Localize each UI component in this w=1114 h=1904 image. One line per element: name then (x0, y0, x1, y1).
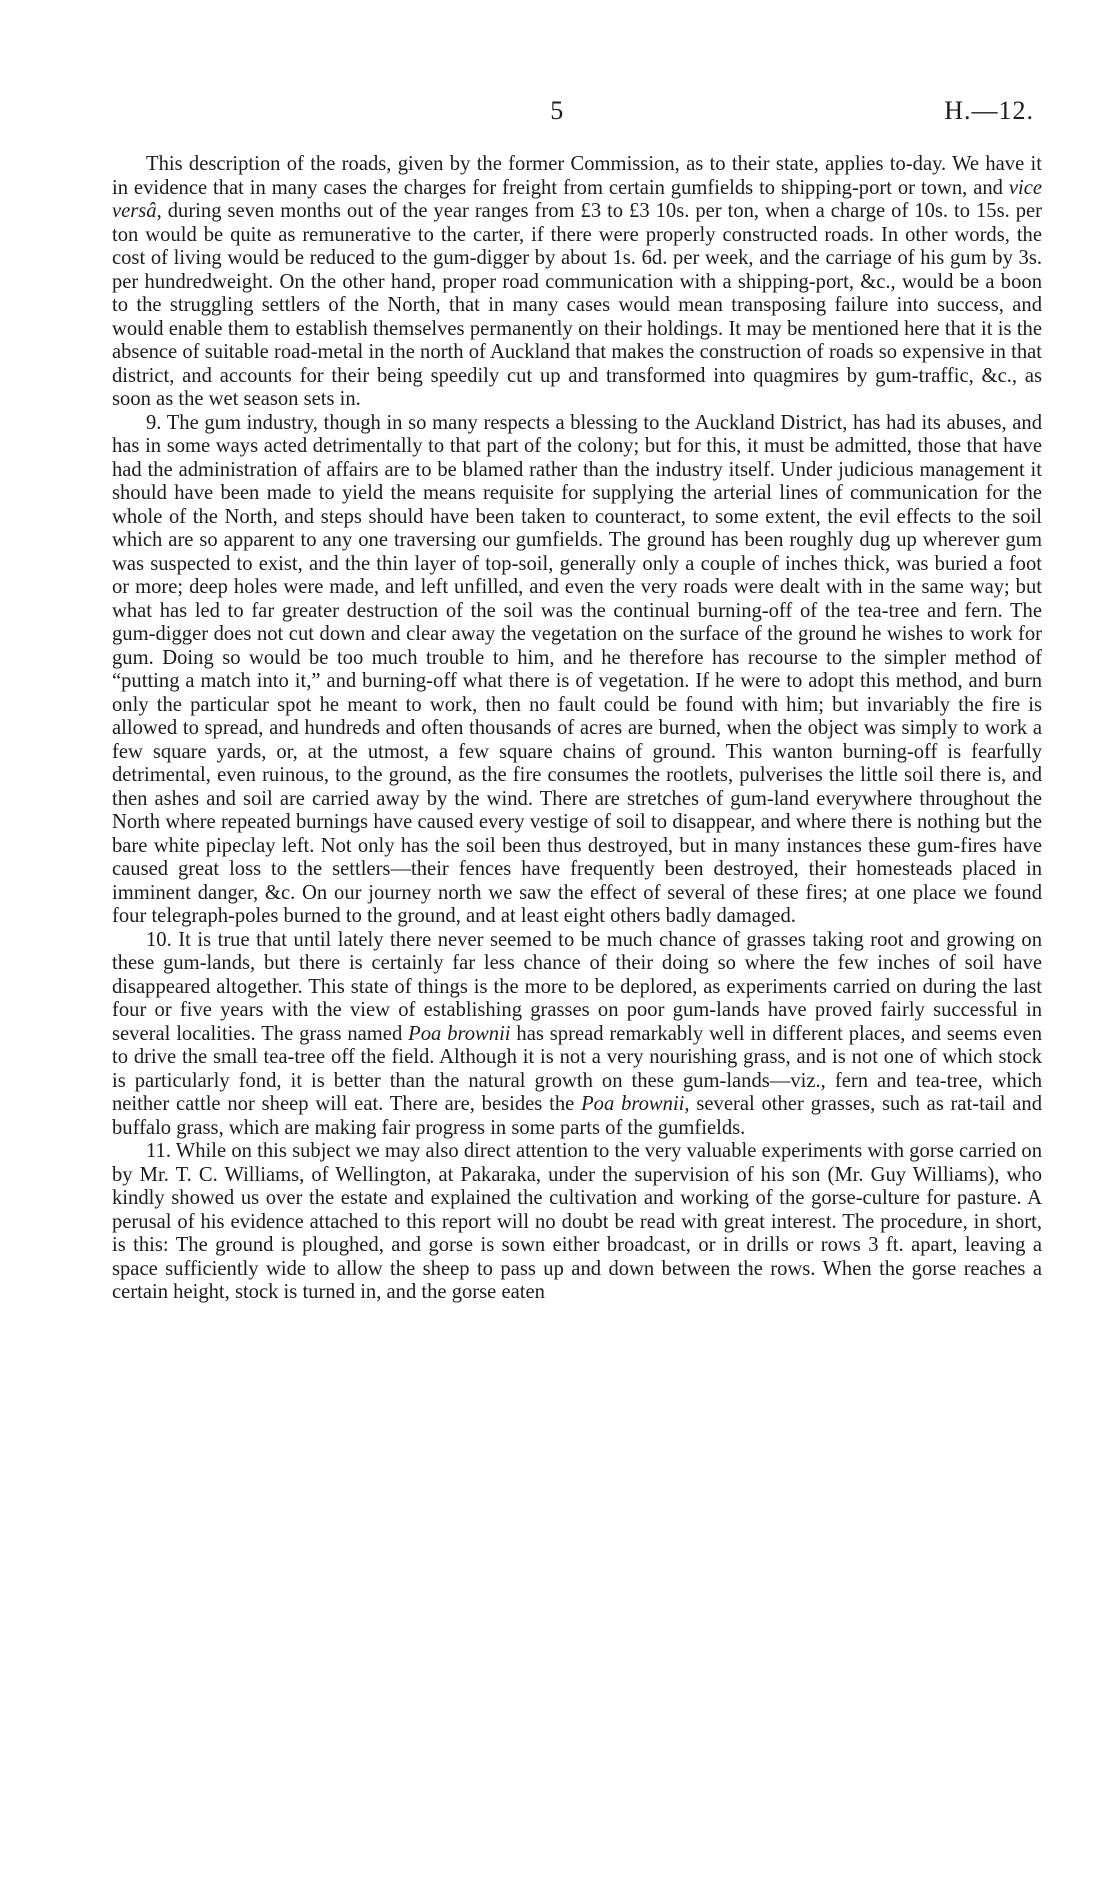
page-number: 5 (550, 96, 564, 125)
paragraph-roads: This description of the roads, given by the former Commission, as to their state, applies to-day. We have it in evidence that in many cases the charges for freight from certain gumfields to shipping-port or town, and vice versâ, during seven months out of the year ranges from £3 to £3 10s. per ton, when a charge of 10s. to 15s. per ton would be quite as remunerative to the carter, if there were properly constructed roads. In other words, the cost of living would be reduced to the gum-digger by about 1s. 6d. per week, and the carriage of his gum by 3s. per hundredweight. On the other hand, proper road communication with a shipping-port, &c., would be a boon to the struggling settlers of the North, that in many cases would mean transposing failure into success, and would enable them to establish themselves permanently on their holdings. It may be mentioned here that it is the absence of suitable road-metal in the north of Auckland that makes the construction of roads so expensive in that district, and accounts for their being speedily cut up and transformed into quagmires by gum-traffic, &c., as soon as the wet season sets in. (112, 153, 1042, 410)
paragraph-9-gum-industry: 9. The gum industry, though in so many respects a blessing to the Auckland District, has had its abuses, and has in some ways acted detrimentally to that part of the colony; but for this, it must be admitted, those that have had the administration of affairs are to be blamed rather than the industry itself. Under judicious management it should have been made to yield the means requisite for supplying the arterial lines of communication for the whole of the North, and steps should have been taken to counteract, to some extent, the evil effects to the soil which are so apparent to any one traversing our gumfields. The ground has been roughly dug up wherever gum was suspected to exist, and the thin layer of top-soil, generally only a couple of inches thick, was buried a foot or more; deep holes were made, and left unfilled, and even the very roads were dealt with in the same way; but what has led to far greater destruction of the soil was the continual burning-off of the tea-tree and fern. The gum-digger does not cut down and clear away the vegetation on the surface of the ground he wishes to work for gum. Doing so would be too much trouble to him, and he therefore has recourse to the simpler method of “putting a match into it,” and burning-off what there is of vegetation. If he were to adopt this method, and burn only the particular spot he meant to work, then no fault could be found with him; but invariably the fire is allowed to spread, and hundreds and often thousands of acres are burned, when the object was simply to work a few square yards, or, at the utmost, a few square chains of ground. This wanton burning-off is fearfully detrimental, even ruinous, to the ground, as the fire consumes the rootlets, pulverises the little soil there is, and then ashes and soil are carried away by the wind. There are stretches of gum-land everywhere throughout the North where repeated burnings have caused every vestige of soil to disappear, and where there is nothing but the bare white pipeclay left. Not only has the soil been thus destroyed, but in many instances these gum-fires have caused great loss to the settlers—their fences have frequently been destroyed, their homesteads placed in imminent danger, &c. On our journey north we saw the effect of several of these fires; at one place we found four telegraph-poles burned to the ground, and at least eight others badly damaged. (112, 411, 1042, 927)
document-reference: H.—12. (944, 96, 1034, 125)
body-text (112, 153, 1042, 1305)
paragraph-10-grasses: 10. It is true that until lately there never seemed to be much chance of grasses taking root and growing on these gum-lands, but there is certainly far less chance of their doing so where the few inches of soil have disappeared altogether. This state of things is the more to be deplored, as experiments carried on during the last four or five years with the view of establishing grasses on poor gum-lands have proved fairly successful in several localities. The grass named Poa brownii has spread remarkably well in different places, and seems even to drive the small tea-tree off the field. Although it is not a very nourishing grass, and is not one of which stock is particularly fond, it is better than the natural growth on these gum-lands—viz., fern and tea-tree, which neither cattle nor sheep will eat. There are, besides the Poa brownii, several other grasses, such as rat-tail and buffalo grass, which are making fair progress in some parts of the gumfields. (112, 928, 1042, 1139)
paragraph-11-gorse: 11. While on this subject we may also direct attention to the very valuable experiments with gorse carried on by Mr. T. C. Williams, of Wellington, at Pakaraka, under the supervision of his son (Mr. Guy Williams), who kindly showed us over the estate and explained the cultivation and working of the gorse-culture for pasture. A perusal of his evidence attached to this report will no doubt be read with great interest. The procedure, in short, is this: The ground is ploughed, and gorse is sown either broadcast, or in drills or rows 3 ft. apart, leaving a space sufficiently wide to allow the sheep to pass up and down between the rows. When the gorse reaches a certain height, stock is turned in, and the gorse eaten (112, 1140, 1042, 1303)
